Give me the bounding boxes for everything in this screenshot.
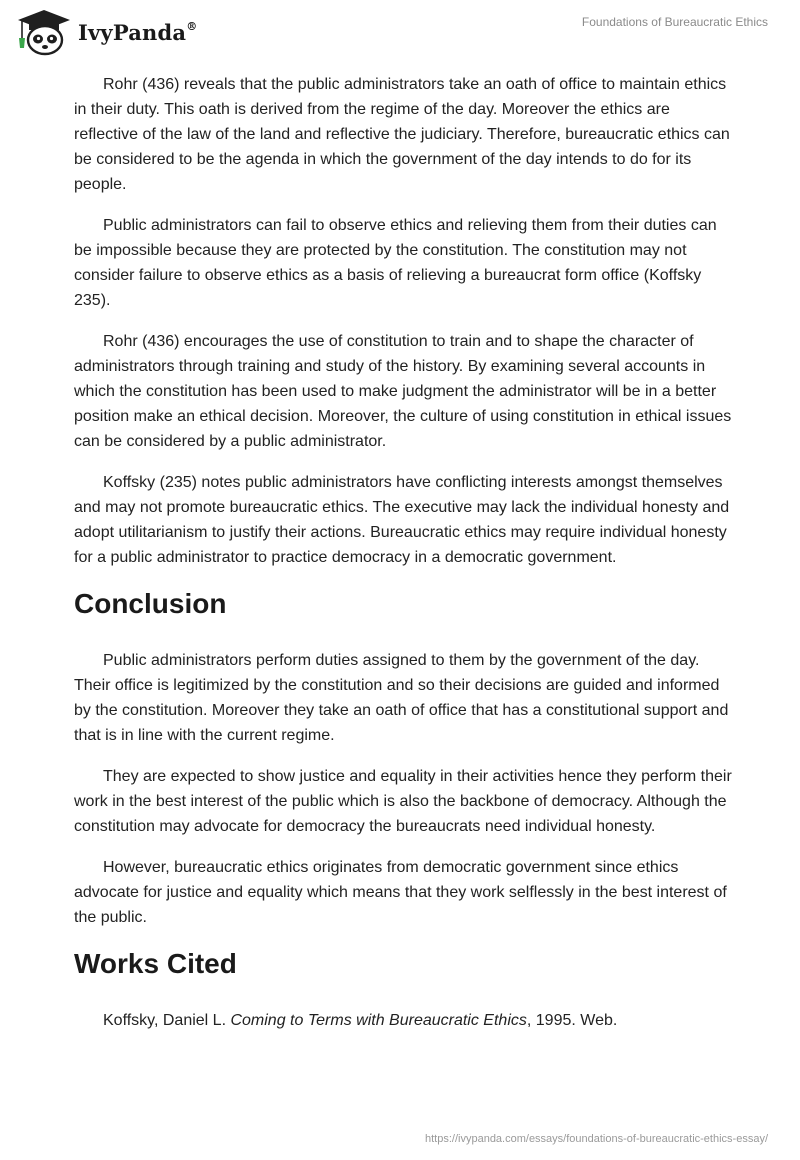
- citation-entry: [74, 1008, 734, 1033]
- source-url[interactable]: https://ivypanda.com/essays/foundations-of-bureaucratic-ethics-essay/: [425, 1133, 768, 1145]
- essay-content: [74, 72, 734, 1049]
- citation-details: , 1995. Web.: [526, 1012, 618, 1029]
- conclusion-paragraph: However, bureaucratic ethics originates from democratic government since ethics advocate for justice and equality which means that they work selflessly in the best interest of the public.: [74, 859, 727, 926]
- brand-name[interactable]: IvyPanda®: [78, 20, 198, 45]
- conclusion-paragraph: They are expected to show justice and equality in their activities hence they perform their work in the best interest of the public which is also the backbone of democracy. Although the constitution may advocate for democracy the bureaucrats need individual honesty.: [74, 768, 732, 835]
- body-paragraph: Rohr (436) encourages the use of constitution to train and to shape the character of administrators through training and study of the history. By examining several accounts in which the constitution has been used to make judgment the administrator will be in a better position make an ethical decision. Moreover, the culture of using constitution in ethical issues can be considered by a public administrator.: [74, 333, 732, 450]
- citation-title: Coming to Terms with Bureaucratic Ethics: [230, 1012, 527, 1029]
- citation-author: Koffsky, Daniel L.: [103, 1012, 231, 1029]
- document-title: Foundations of Bureaucratic Ethics: [581, 15, 768, 29]
- page-header: [0, 0, 800, 60]
- ivypanda-logo-icon[interactable]: [14, 8, 74, 58]
- works-cited-heading: Works Cited: [74, 948, 237, 979]
- conclusion-paragraph: Public administrators perform duties assigned to them by the government of the day. Their office is legitimized by the constitution and so their decisions are guided and informed by the constitution. Moreover they take an oath of office that has a constitutional support and that is in line with the current regime.: [74, 652, 729, 744]
- body-paragraph: Koffsky (235) notes public administrators have conflicting interests amongst themselves and may not promote bureaucratic ethics. The executive may lack the individual honesty and adopt utilitarianism to justify their actions. Bureaucratic ethics may require individual honesty for a public administrator to practice democracy in a democratic government.: [74, 474, 730, 566]
- body-paragraph: Rohr (436) reveals that the public administrators take an oath of office to maintain ethics in their duty. This oath is derived from the regime of the day. Moreover the ethics are reflective of the law of the land and reflective the judiciary. Therefore, bureaucratic ethics can be considered to be the agenda in which the government of the day intends to do for its people.: [74, 76, 730, 193]
- conclusion-heading: Conclusion: [74, 588, 227, 619]
- body-paragraph: Public administrators can fail to observe ethics and relieving them from their duties can be impossible because they are protected by the constitution. The constitution may not consider failure to observe ethics as a basis of relieving a bureaucrat form office (Koffsky 235).: [74, 217, 717, 309]
